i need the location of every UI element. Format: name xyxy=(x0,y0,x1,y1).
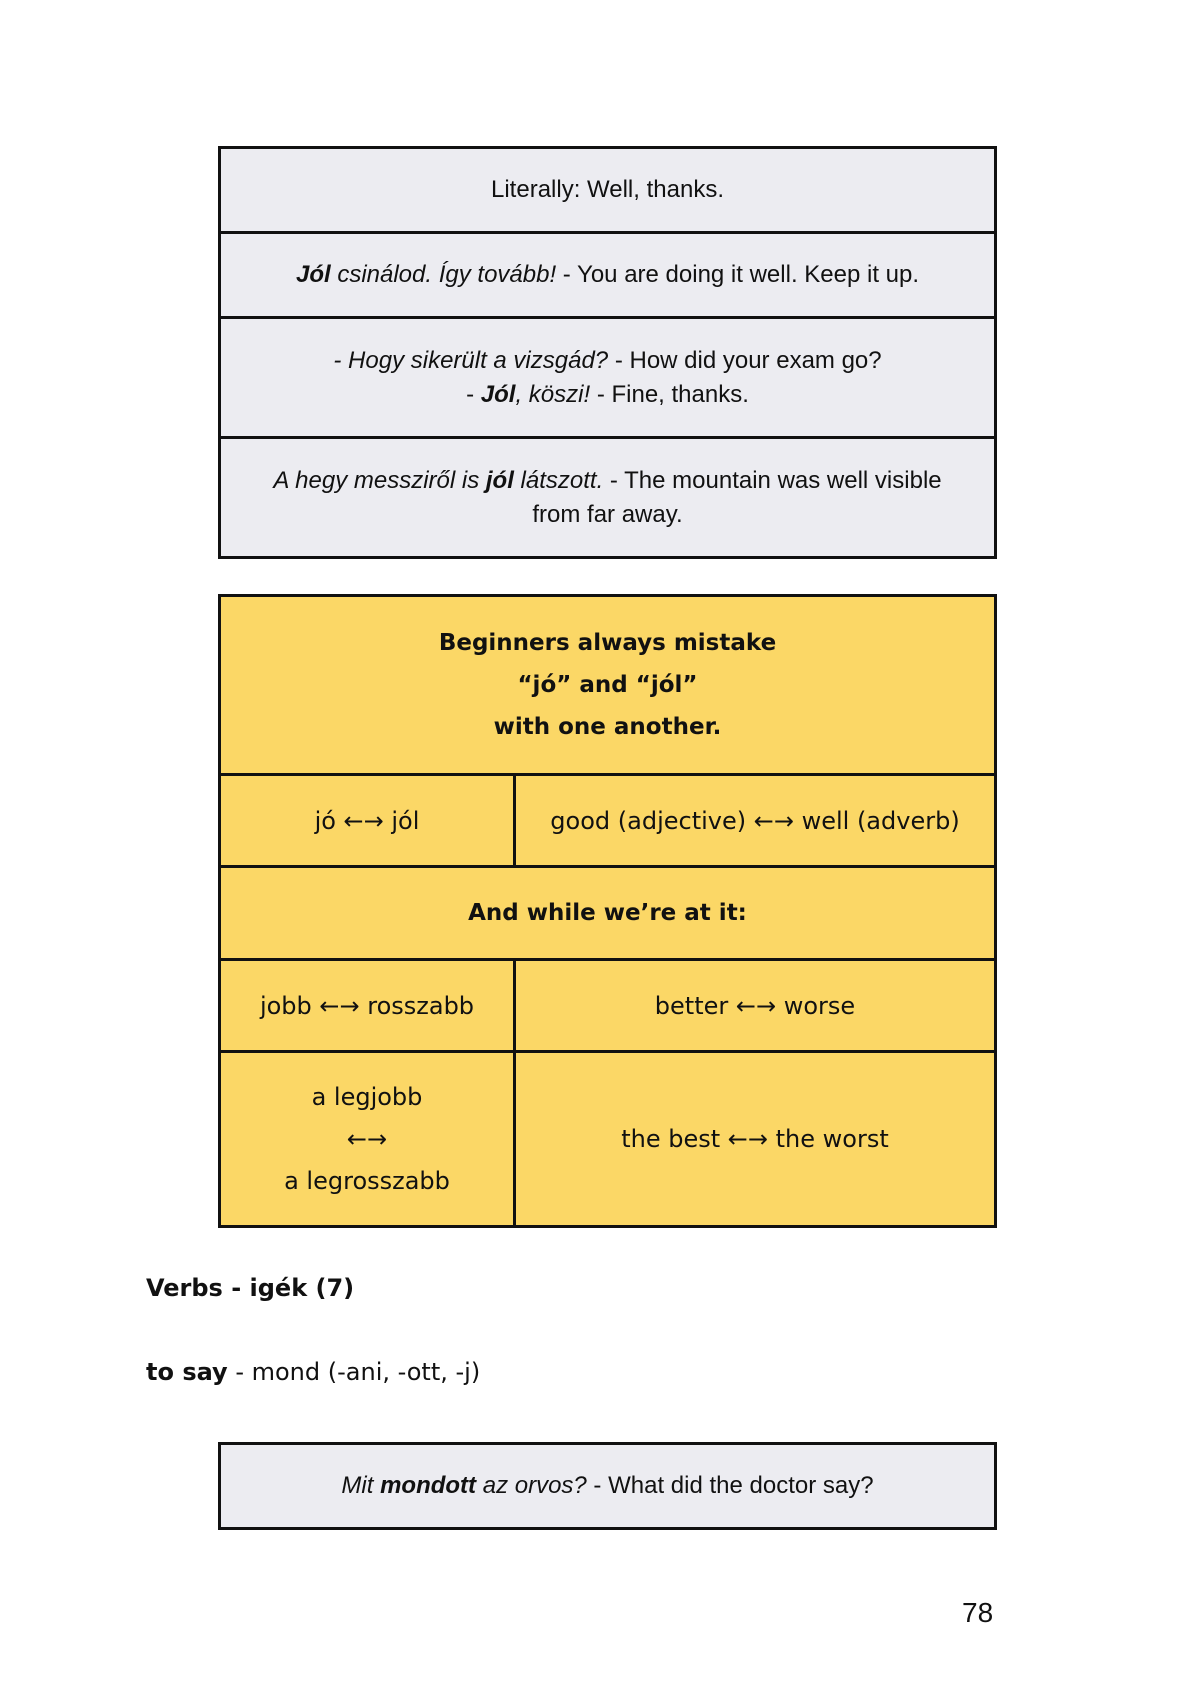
comparison-cell-hungarian: jó ←→ jól xyxy=(221,776,516,865)
section-heading: Verbs - igék (7) xyxy=(146,1274,355,1302)
example-row-literal: Literally: Well, thanks. xyxy=(221,149,994,234)
comparison-row-jobb-rosszabb xyxy=(221,961,994,1053)
example-row-hegy: A hegy messziről is jól látszott. - The mountain was well visible from far away. xyxy=(273,466,942,528)
comparison-subheading: And while we’re at it: xyxy=(221,868,994,961)
page-number: 78 xyxy=(962,1597,994,1628)
comparison-cell-hungarian: a legjobb ←→ a legrosszabb xyxy=(221,1053,516,1225)
comparison-row-jo-jol xyxy=(221,776,994,868)
example-row-vizsga: - Hogy sikerült a vizsgád? - How did your exam go? - Jól, köszi! - Fine, thanks. xyxy=(221,319,994,439)
verb-entry: to say - mond (-ani, -ott, -j) xyxy=(146,1358,481,1386)
comparison-cell-english: the best ←→ the worst xyxy=(621,1125,889,1153)
example-box-doctor xyxy=(218,1442,997,1530)
examples-box xyxy=(218,146,997,559)
comparison-cell-english: good (adjective) ←→ well (adverb) xyxy=(550,806,960,835)
comparison-cell-english: better ←→ worse xyxy=(654,991,856,1020)
comparison-heading: Beginners always mistake “jó” and “jól” with one another. xyxy=(221,597,994,776)
comparison-row-legjobb xyxy=(221,1053,994,1225)
comparison-box xyxy=(218,594,997,1228)
example-row-jol-csinalod: Jól csinálod. Így tovább! - You are doing it well. Keep it up. xyxy=(221,234,994,319)
example-row-doctor: Mit mondott az orvos? - What did the doctor say? xyxy=(341,1472,874,1499)
comparison-cell-hungarian: jobb ←→ rosszabb xyxy=(221,961,516,1050)
